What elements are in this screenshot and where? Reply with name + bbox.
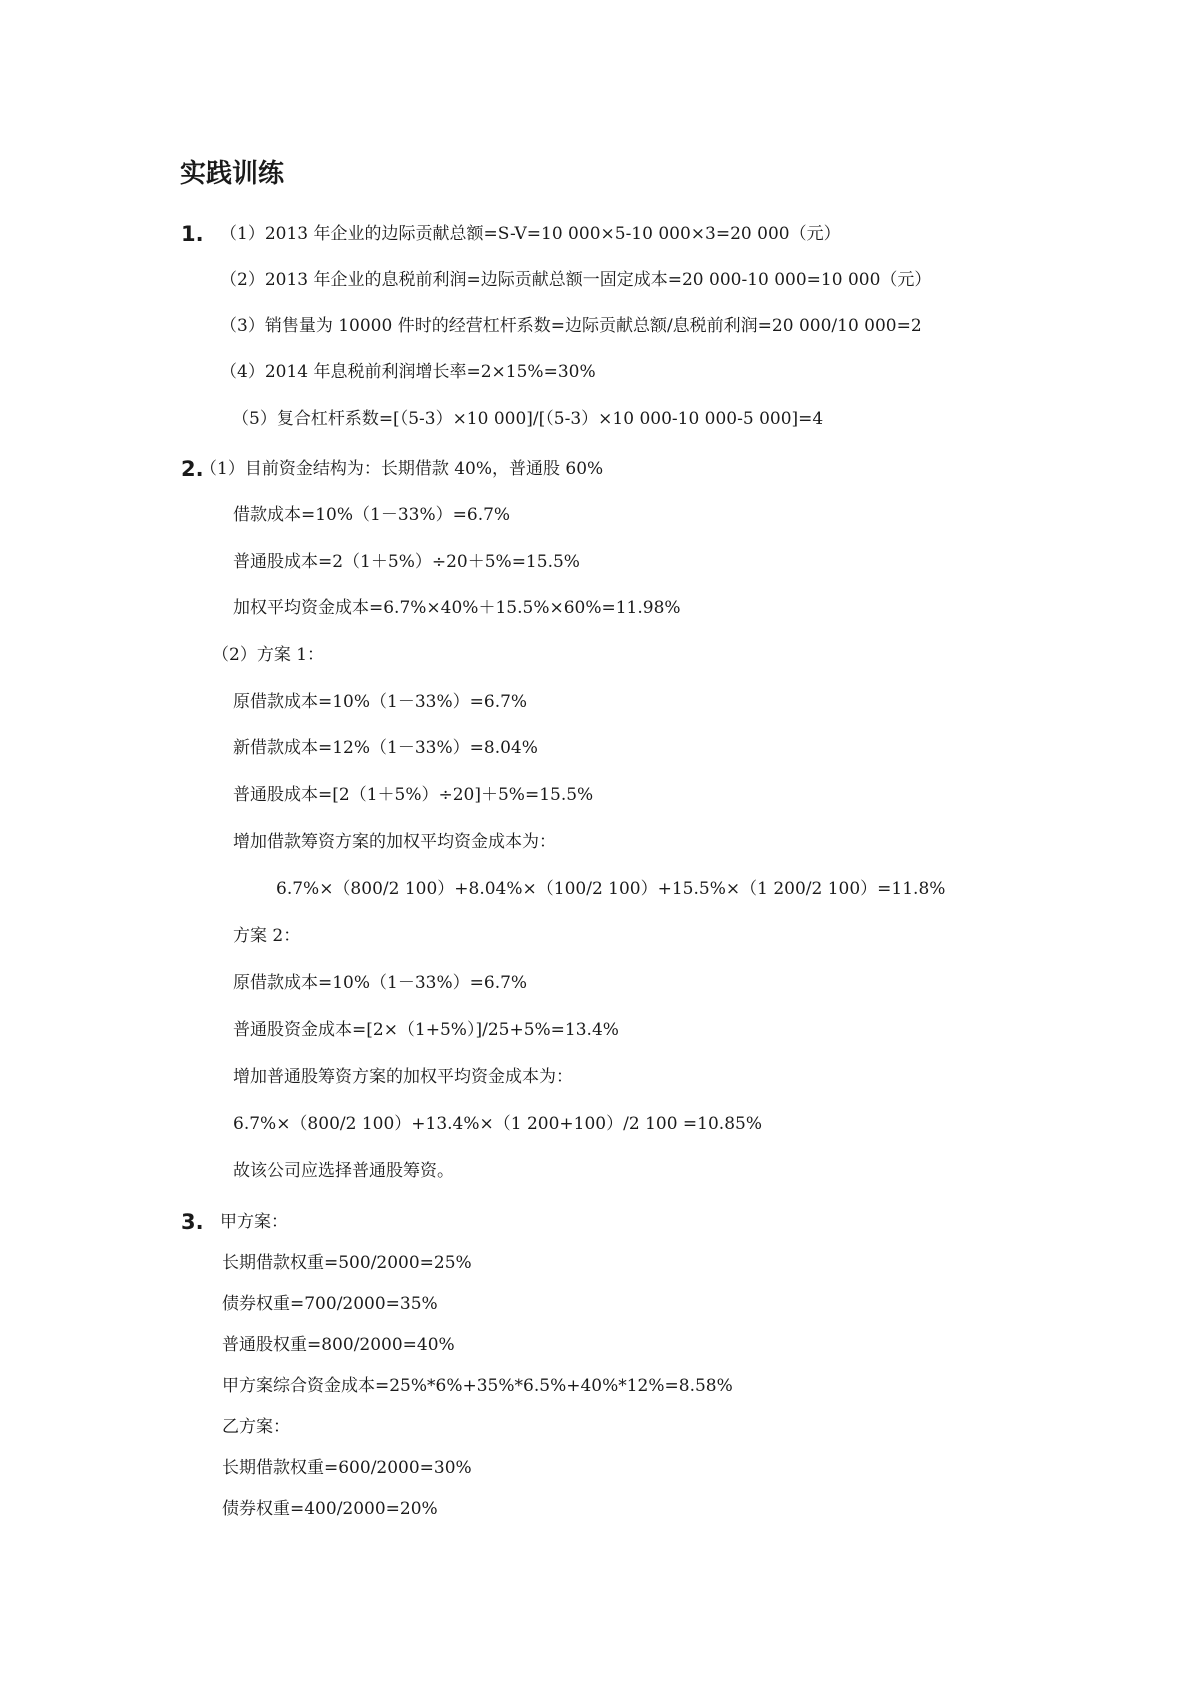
- question-number-1: 1.: [181, 222, 204, 246]
- question-number-2: 2.: [181, 457, 204, 481]
- q1-line-1: （1）2013 年企业的边际贡献总额=S-V=10 000×5-10 000×3=20 000（元）: [220, 224, 841, 244]
- q2-line-6: 原借款成本=10%（1－33%）=6.7%: [233, 692, 528, 712]
- q2-line-5: （2）方案 1：: [212, 645, 325, 665]
- question-number-3: 3.: [181, 1210, 204, 1234]
- q2-line-13: 普通股资金成本=[2×（1+5%）]/25+5%=13.4%: [233, 1020, 619, 1040]
- q2-line-9: 增加借款筹资方案的加权平均资金成本为：: [233, 832, 556, 852]
- q3-line-4: 普通股权重=800/2000=40%: [222, 1335, 455, 1355]
- q2-line-15: 6.7%×（800/2 100）+13.4%×（1 200+100）/2 100 =10.85%: [233, 1114, 762, 1134]
- q2-line-2: 借款成本=10%（1－33%）=6.7%: [233, 505, 511, 525]
- q1-line-2: （2）2013 年企业的息税前利润=边际贡献总额一固定成本=20 000-10 000=10 000（元）: [220, 270, 932, 290]
- q3-line-5: 甲方案综合资金成本=25%*6%+35%*6.5%+40%*12%=8.58%: [222, 1376, 733, 1396]
- q2-line-10: 6.7%×（800/2 100）+8.04%×（100/2 100）+15.5%×（1 200/2 100）=11.8%: [276, 879, 946, 899]
- q1-line-3: （3）销售量为 10000 件时的经营杠杆系数=边际贡献总额/息税前利润=20 000/10 000=2: [220, 316, 922, 336]
- section-title: 实践训练: [180, 159, 285, 189]
- q2-line-14: 增加普通股筹资方案的加权平均资金成本为：: [233, 1067, 573, 1087]
- q2-line-7: 新借款成本=12%（1－33%）=8.04%: [233, 738, 538, 758]
- q2-line-8: 普通股成本=[2（1＋5%）÷20]＋5%=15.5%: [233, 785, 594, 805]
- q1-line-4: （4）2014 年息税前利润增长率=2×15%=30%: [220, 362, 596, 382]
- q2-line-12: 原借款成本=10%（1－33%）=6.7%: [233, 973, 528, 993]
- q3-line-3: 债券权重=700/2000=35%: [222, 1294, 438, 1314]
- q2-line-3: 普通股成本=2（1＋5%）÷20＋5%=15.5%: [233, 552, 580, 572]
- q3-line-8: 债券权重=400/2000=20%: [222, 1499, 438, 1519]
- q2-line-16: 故该公司应选择普通股筹资。: [233, 1161, 454, 1181]
- q3-line-1: 甲方案：: [220, 1212, 288, 1232]
- q2-line-4: 加权平均资金成本=6.7%×40%＋15.5%×60%=11.98%: [233, 598, 681, 618]
- q2-line-1: （1）目前资金结构为：长期借款 40%，普通股 60%: [200, 459, 604, 479]
- q2-line-11: 方案 2：: [233, 926, 301, 946]
- q1-line-5: （5）复合杠杆系数=[（5-3）×10 000]/[（5-3）×10 000-10 000-5 000]=4: [232, 409, 824, 429]
- q3-line-7: 长期借款权重=600/2000=30%: [222, 1458, 472, 1478]
- q3-line-2: 长期借款权重=500/2000=25%: [222, 1253, 472, 1273]
- q3-line-6: 乙方案：: [222, 1417, 290, 1437]
